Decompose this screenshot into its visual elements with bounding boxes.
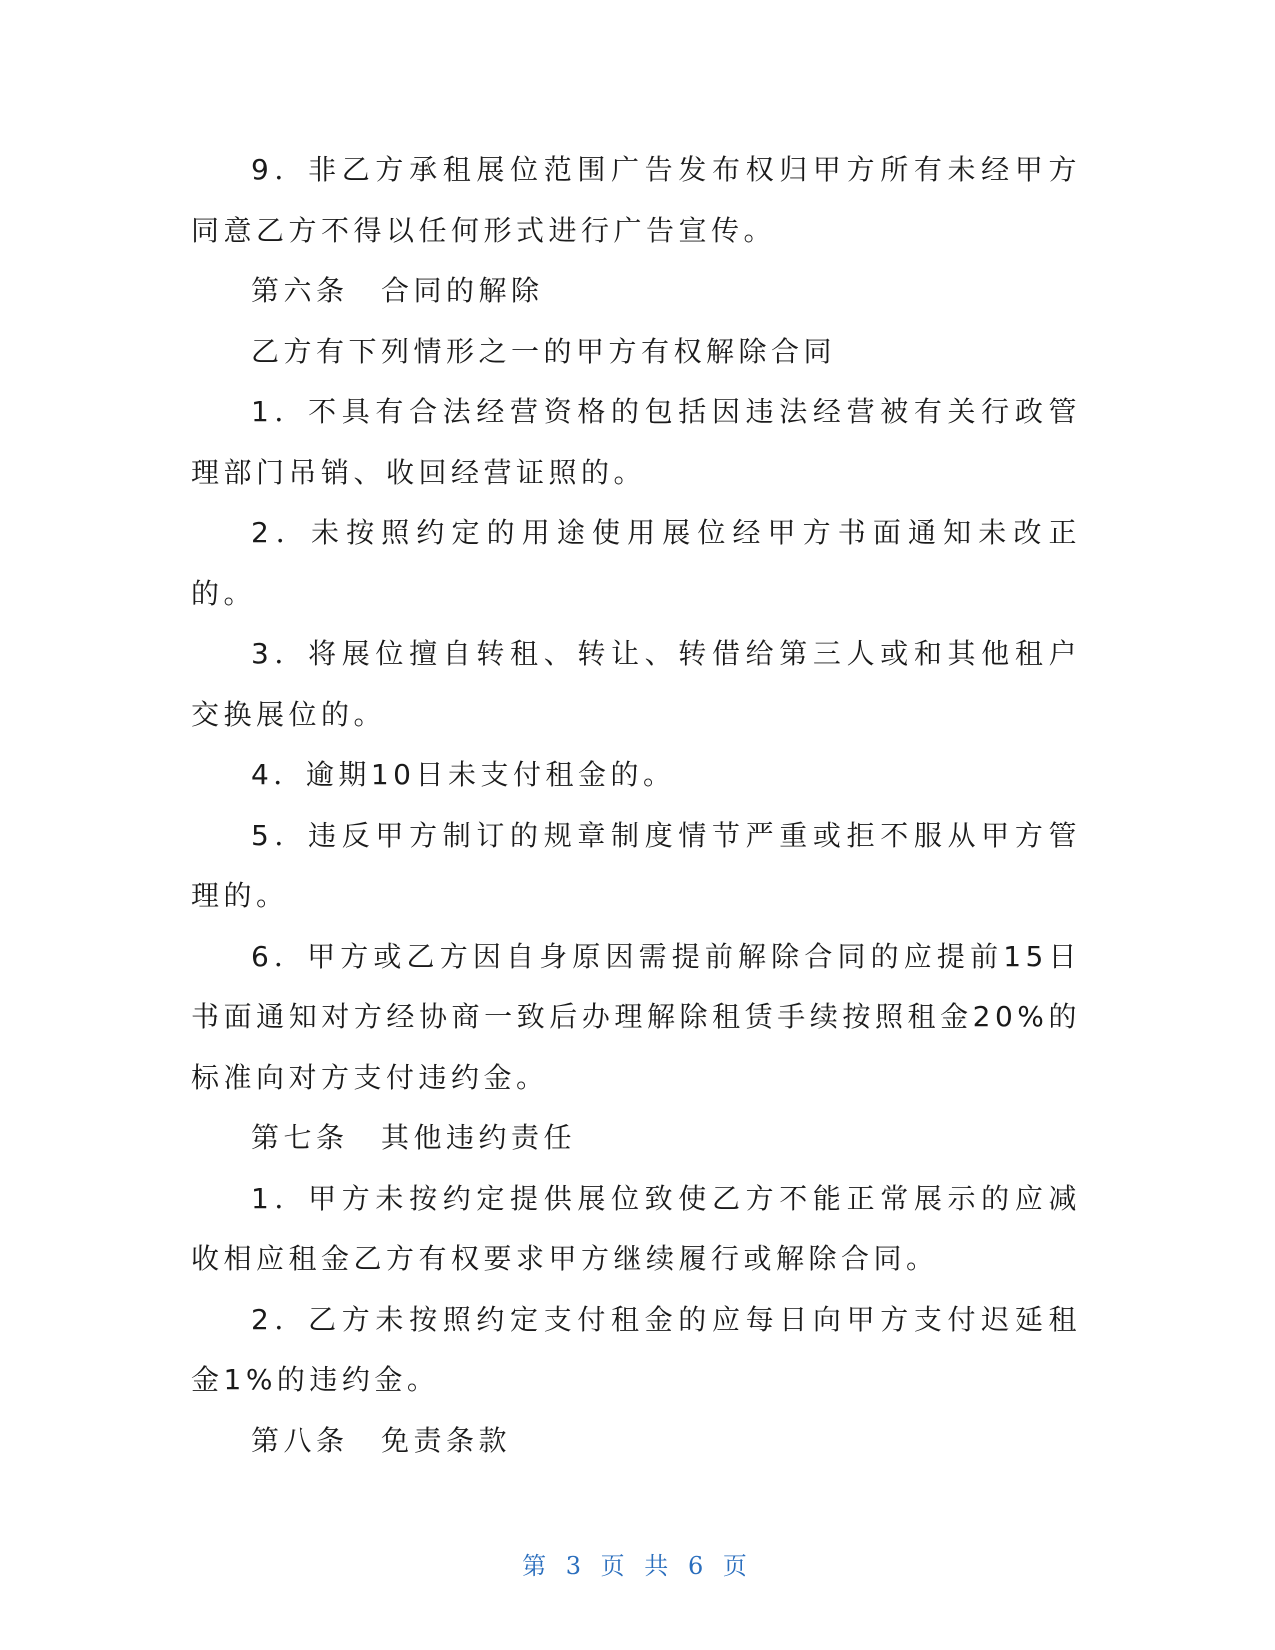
article-6-item-5: 5．违反甲方制订的规章制度情节严重或拒不服从甲方管理的。 [191, 818, 1081, 912]
article-7-item-1: 1．甲方未按约定提供展位致使乙方不能正常展示的应减收相应租金乙方有权要求甲方继续履行或解除合同。 [191, 1181, 1081, 1275]
article-7-item-2: 2．乙方未按照约定支付租金的应每日向甲方支付迟延租金1%的违约金。 [191, 1302, 1081, 1396]
article-8-heading: 第八条 免责条款 [251, 1423, 512, 1457]
article-6-item-6: 6．甲方或乙方因自身原因需提前解除合同的应提前15日书面通知对方经协商一致后办理解除租赁手续按照租金20%的标准向对方支付违约金。 [191, 939, 1081, 1094]
article-6-item-1: 1．不具有合法经营资格的包括因违法经营被有关行政管理部门吊销、收回经营证照的。 [191, 395, 1081, 489]
article-6-intro: 乙方有下列情形之一的甲方有权解除合同 [251, 334, 837, 368]
document-body [191, 140, 1081, 1471]
article-7-heading: 第七条 其他违约责任 [251, 1121, 577, 1154]
clause-item-9: 9．非乙方承租展位范围广告发布权归甲方所有未经甲方同意乙方不得以任何形式进行广告宣传。 [191, 153, 1081, 247]
article-6-item-4: 4．逾期10日未支付租金的。 [251, 758, 676, 791]
article-6-item-2: 2．未按照约定的用途使用展位经甲方书面通知未改正的。 [191, 516, 1081, 610]
article-6-heading: 第六条 合同的解除 [251, 274, 544, 307]
article-6-item-3: 3．将展位擅自转租、转让、转借给第三人或和其他租户交换展位的。 [191, 637, 1081, 731]
page-number-footer: 第 3 页 共 6 页 [522, 1552, 753, 1580]
